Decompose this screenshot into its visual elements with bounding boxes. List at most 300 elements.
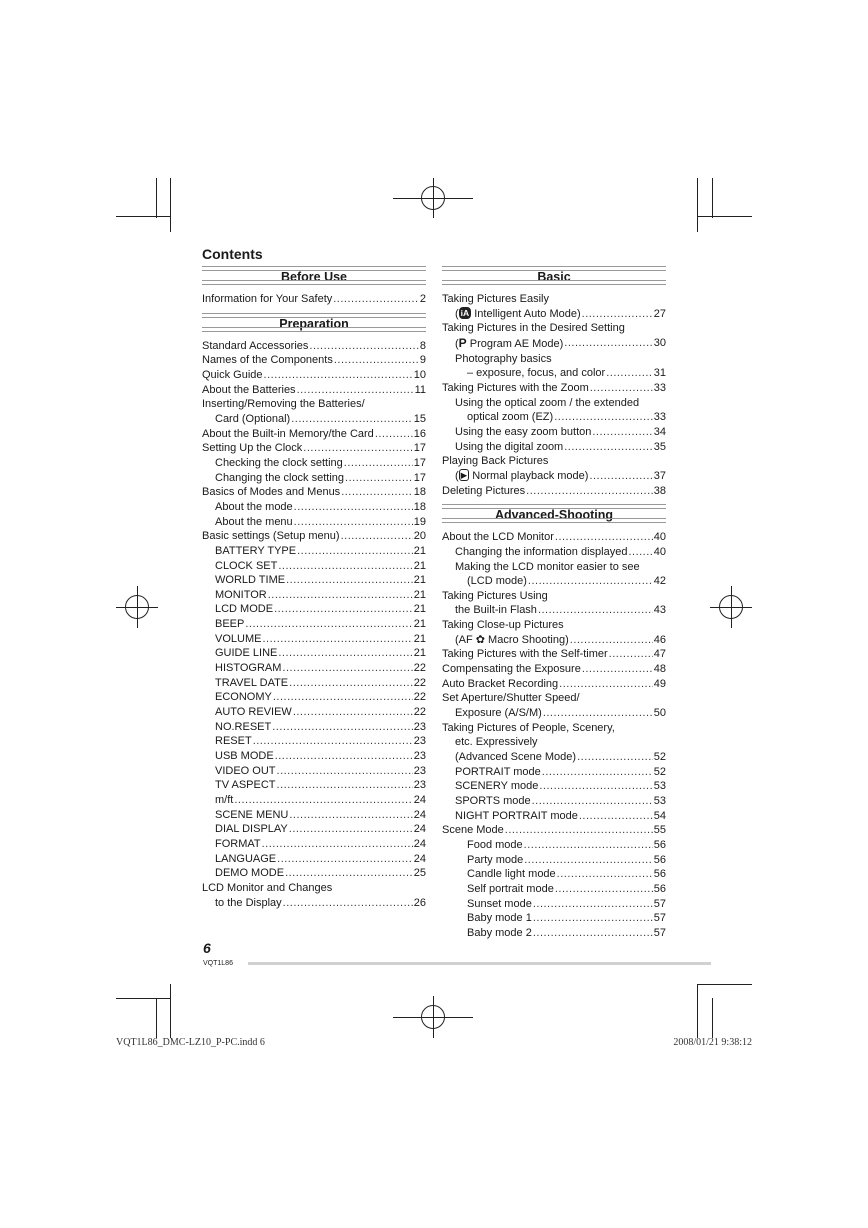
toc-entry[interactable]: [202, 676, 426, 691]
toc-entry[interactable]: [442, 794, 666, 809]
toc-entry-text: About the Batteries: [202, 383, 296, 396]
toc-entry-title: [455, 765, 541, 780]
toc-entry-title: [202, 881, 332, 896]
toc-entry[interactable]: [202, 368, 426, 383]
toc-entry-text: HISTOGRAM: [215, 662, 282, 675]
dot-leader: [590, 381, 653, 396]
toc-entry[interactable]: [202, 690, 426, 705]
page-title: Contents: [202, 246, 263, 262]
toc-entry-page: 23: [413, 735, 426, 748]
dot-leader: [533, 897, 653, 912]
toc-entry[interactable]: [202, 485, 426, 500]
toc-entry[interactable]: [442, 838, 666, 853]
toc-entry-page: 34: [653, 425, 666, 438]
toc-entry-text: Changing the clock setting: [215, 471, 345, 484]
toc-entry-page: 30: [653, 336, 666, 349]
toc-entry[interactable]: [202, 632, 426, 647]
toc-entry[interactable]: [442, 721, 666, 736]
toc-entry-text: TRAVEL DATE: [215, 676, 289, 689]
toc-entry[interactable]: [442, 882, 666, 897]
toc-entry[interactable]: [202, 822, 426, 837]
toc-entry-text: Standard Accessories: [202, 339, 309, 352]
toc-entry-title: [455, 809, 578, 824]
toc-entry[interactable]: [442, 336, 666, 352]
toc-entry[interactable]: [202, 383, 426, 398]
toc-entry-page: 23: [413, 750, 426, 763]
toc-entry-page: 46: [653, 633, 666, 646]
toc-entry-text: AUTO REVIEW: [215, 706, 292, 719]
toc-entry-page: 49: [653, 677, 666, 690]
toc-entry-text: Sunset mode: [467, 897, 532, 910]
toc-entry-page: 20: [413, 530, 426, 543]
toc-entry-text: VOLUME: [215, 632, 262, 645]
toc-entry-page: 57: [653, 912, 666, 925]
toc-entry-text: Intelligent Auto Mode): [471, 307, 581, 320]
dot-leader: [245, 617, 412, 632]
dot-leader: [589, 469, 652, 484]
toc-entry[interactable]: [202, 646, 426, 661]
toc-entry[interactable]: [442, 574, 666, 589]
toc-entry[interactable]: [442, 823, 666, 838]
toc-entry-text: LCD MODE: [215, 603, 274, 616]
dot-leader: [297, 544, 413, 559]
toc-entry-page: 52: [653, 765, 666, 778]
toc-entry-text: Party mode: [467, 853, 524, 866]
toc-entry-page: 24: [413, 808, 426, 821]
toc-entry-text: Using the optical zoom / the extended: [455, 396, 640, 409]
toc-entry[interactable]: [442, 545, 666, 560]
dot-leader: [286, 573, 413, 588]
toc-entry[interactable]: [202, 456, 426, 471]
toc-entry-text: Deleting Pictures: [442, 484, 526, 497]
toc-entry-title: [215, 690, 272, 705]
toc-entry-title: [215, 749, 274, 764]
toc-entry-page: 52: [653, 751, 666, 764]
toc-entry-title: [202, 339, 308, 354]
toc-entry-title: [215, 764, 276, 779]
toc-entry[interactable]: [442, 867, 666, 882]
dot-leader: [524, 838, 653, 853]
dot-leader: [277, 778, 413, 793]
toc-entry[interactable]: [202, 837, 426, 852]
toc-entry-page: 40: [653, 545, 666, 558]
toc-entry-title: [467, 366, 605, 381]
toc-entry-text: etc. Expressively: [455, 736, 538, 749]
toc-entry-text: Auto Bracket Recording: [442, 677, 559, 690]
toc-entry[interactable]: [442, 911, 666, 926]
dot-leader: [532, 794, 653, 809]
toc-entry-title: [202, 397, 365, 412]
toc-entry-page: 22: [413, 676, 426, 689]
toc-entry-title: [455, 706, 542, 721]
dot-leader: [273, 690, 413, 705]
toc-entry-text: MONITOR: [215, 588, 267, 601]
toc-entry[interactable]: [442, 765, 666, 780]
toc-entry-page: 48: [653, 663, 666, 676]
toc-entry[interactable]: [442, 926, 666, 941]
toc-entry[interactable]: [202, 412, 426, 427]
toc-entry[interactable]: [202, 852, 426, 867]
toc-entry[interactable]: [442, 779, 666, 794]
toc-entry-page: 40: [653, 531, 666, 544]
dot-leader: [272, 720, 413, 735]
playback-icon: ▶: [460, 469, 468, 480]
toc-entry[interactable]: [202, 292, 426, 307]
toc-entry[interactable]: [202, 793, 426, 808]
toc-entry-page: 54: [653, 809, 666, 822]
dot-leader: [294, 515, 413, 530]
registration-circle: [125, 595, 149, 619]
toc-entry-title: [455, 750, 576, 765]
toc-entry-page: 18: [413, 500, 426, 513]
toc-entry[interactable]: [202, 471, 426, 486]
dot-leader: [609, 647, 653, 662]
toc-entry-text: About the Built-in Memory/the Card: [202, 427, 374, 440]
toc-entry-text: Taking Pictures of People, Scenery,: [442, 721, 615, 734]
toc-entry-title: [467, 574, 527, 589]
toc-entry-title: [442, 321, 625, 336]
toc-entry-page: 18: [413, 486, 426, 499]
crop-mark: [116, 998, 171, 999]
toc-entry-text: DEMO MODE: [215, 867, 285, 880]
toc-entry[interactable]: [442, 706, 666, 721]
toc-entry-page: 25: [413, 867, 426, 880]
toc-entry[interactable]: [202, 441, 426, 456]
toc-entry[interactable]: [202, 866, 426, 881]
toc-entry[interactable]: [442, 381, 666, 396]
toc-entry-page: 21: [413, 647, 426, 660]
toc-entry-title: [442, 647, 608, 662]
toc-entry-title: [215, 588, 267, 603]
toc-entry-page: 24: [413, 794, 426, 806]
section-heading: [202, 266, 426, 285]
toc-entry-text: VIDEO OUT: [215, 764, 276, 777]
toc-entry-page: 37: [653, 469, 666, 482]
toc-entry-title: [215, 573, 285, 588]
toc-entry-text: Names of the Components: [202, 354, 333, 367]
toc-entry[interactable]: [202, 529, 426, 544]
toc-entry-page: 27: [653, 307, 666, 320]
dot-leader: [341, 485, 413, 500]
toc-entry[interactable]: [202, 353, 426, 368]
toc-entry-page: 47: [653, 648, 666, 661]
toc-entry-title: [215, 646, 277, 661]
toc-entry-page: 57: [653, 926, 666, 939]
toc-entry[interactable]: [442, 589, 666, 604]
toc-entry-title: [215, 661, 281, 676]
toc-entry-page: 2: [419, 293, 426, 305]
toc-entry[interactable]: [202, 661, 426, 676]
document-code: VQT1L86: [203, 960, 233, 967]
dot-leader: [333, 292, 419, 307]
dot-leader: [291, 412, 413, 427]
toc-entry-title: [202, 292, 332, 307]
toc-entry-page: 9: [419, 354, 426, 367]
toc-entry-text: Baby mode 1: [467, 912, 532, 925]
toc-entry[interactable]: [442, 809, 666, 824]
toc-entry-text: Set Aperture/Shutter Speed/: [442, 692, 580, 705]
toc-entry-text: m/ft: [215, 794, 234, 806]
toc-entry-page: 56: [653, 853, 666, 866]
dot-leader: [555, 882, 653, 897]
crop-mark: [156, 178, 157, 218]
toc-entry-title: [467, 410, 553, 425]
dot-leader: [277, 852, 413, 867]
toc-entry-text: Food mode: [467, 838, 523, 851]
toc-entry-text: SPORTS mode: [455, 795, 531, 807]
toc-entry-title: [215, 471, 344, 486]
crop-mark: [170, 984, 171, 1038]
toc-entry-text: DIAL DISPLAY: [215, 823, 288, 836]
toc-entry-title: [455, 633, 569, 648]
crop-mark: [697, 178, 698, 232]
toc-entry-title: [455, 794, 531, 809]
toc-entry[interactable]: [202, 500, 426, 515]
dot-leader: [505, 823, 653, 838]
toc-entry[interactable]: [442, 307, 666, 322]
toc-entry[interactable]: [202, 559, 426, 574]
toc-entry[interactable]: [202, 764, 426, 779]
toc-entry-text: LANGUAGE: [215, 852, 277, 865]
toc-entry-page: 53: [653, 795, 666, 807]
registration-circle: [421, 186, 445, 210]
dot-leader: [579, 809, 653, 824]
toc-entry-text: Taking Pictures in the Desired Setting: [442, 322, 625, 335]
dot-leader: [533, 911, 653, 926]
toc-entry-title: [215, 808, 288, 823]
dot-leader: [628, 545, 652, 560]
toc-entry[interactable]: [442, 633, 666, 648]
section-heading: [442, 504, 666, 523]
dot-leader: [268, 588, 413, 603]
toc-entry-title: [442, 381, 589, 396]
toc-entry-page: 31: [653, 367, 666, 380]
toc-entry-title: [455, 440, 563, 455]
toc-entry-page: 24: [413, 837, 426, 850]
toc-entry[interactable]: [442, 440, 666, 455]
toc-entry-text: Candle light mode: [467, 868, 556, 881]
dot-leader: [375, 427, 413, 442]
intelligent-auto-icon: iA: [460, 307, 470, 318]
toc-entry[interactable]: [442, 691, 666, 706]
toc-entry[interactable]: [202, 427, 426, 442]
toc-entry-text: FORMAT: [215, 837, 261, 850]
toc-entry[interactable]: [202, 734, 426, 749]
toc-entry-title: [215, 852, 276, 867]
toc-entry[interactable]: [442, 321, 666, 336]
toc-entry-title: [442, 823, 504, 838]
toc-entry[interactable]: [202, 720, 426, 735]
toc-entry[interactable]: [442, 603, 666, 618]
toc-entry[interactable]: [442, 425, 666, 440]
toc-entry-page: 23: [413, 779, 426, 792]
toc-entry-title: [215, 734, 252, 749]
toc-entry-title: [442, 618, 564, 633]
crop-mark: [712, 998, 713, 1038]
toc-entry[interactable]: [442, 560, 666, 575]
dot-leader: [278, 559, 412, 574]
toc-entry-title: [442, 677, 558, 692]
toc-entry-title: [215, 896, 282, 911]
dot-leader: [262, 837, 413, 852]
toc-entry[interactable]: [202, 881, 426, 896]
toc-entry-title: [467, 867, 556, 882]
toc-entry-title: [215, 822, 288, 837]
toc-entry-page: 55: [653, 824, 666, 837]
toc-entry-page: 21: [413, 574, 426, 587]
toc-entry-title: [455, 469, 588, 484]
toc-entry[interactable]: [442, 484, 666, 499]
toc-entry[interactable]: [442, 735, 666, 750]
toc-entry[interactable]: [202, 339, 426, 354]
dot-leader: [283, 896, 413, 911]
toc-entry-title: [215, 866, 284, 881]
toc-entry[interactable]: [442, 410, 666, 425]
toc-entry-page: 23: [413, 764, 426, 777]
toc-entry[interactable]: [442, 352, 666, 367]
program-ae-icon: P: [458, 335, 467, 350]
toc-entry[interactable]: [202, 749, 426, 764]
toc-entry-title: [455, 560, 640, 575]
toc-entry-text: Basic settings (Setup menu): [202, 530, 340, 543]
dot-leader: [341, 529, 413, 544]
crop-mark: [712, 178, 713, 218]
toc-entry-title: [202, 441, 302, 456]
toc-entry-title: [215, 500, 293, 515]
toc-entry-text: WORLD TIME: [215, 574, 286, 587]
toc-entry-text: Taking Pictures with the Zoom: [442, 381, 589, 394]
toc-entry[interactable]: [442, 469, 666, 484]
toc-entry-title: [215, 837, 261, 852]
toc-entry-text: Checking the clock setting: [215, 456, 343, 469]
toc-entry[interactable]: [202, 778, 426, 793]
toc-entry-title: [455, 336, 563, 352]
toc-entry-title: [455, 603, 537, 618]
toc-entry[interactable]: [202, 705, 426, 720]
toc-entry-title: [215, 456, 343, 471]
toc-entry[interactable]: [202, 573, 426, 588]
toc-entry-text: Information for Your Safety: [202, 293, 333, 305]
toc-entry-title: [455, 396, 639, 411]
toc-entry-title: [442, 662, 581, 677]
toc-entry-title: [215, 515, 293, 530]
toc-entry[interactable]: [442, 454, 666, 469]
toc-entry-title: [202, 353, 333, 368]
dot-leader: [592, 425, 652, 440]
toc-entry-text: Quick Guide: [202, 368, 263, 381]
toc-entry-text: Taking Pictures Easily: [442, 293, 549, 305]
toc-entry[interactable]: [442, 366, 666, 381]
toc-entry-page: 56: [653, 838, 666, 851]
toc-entry-text: About the LCD Monitor: [442, 531, 554, 544]
toc-entry-text: LCD Monitor and Changes: [202, 881, 333, 894]
crop-mark: [697, 216, 752, 217]
toc-entry-text: Program AE Mode): [466, 337, 564, 350]
toc-entry[interactable]: [442, 853, 666, 868]
toc-entry-text: Scene Mode: [442, 824, 504, 837]
toc-entry-text: Taking Pictures with the Self-timer: [442, 648, 608, 661]
toc-entry[interactable]: [202, 544, 426, 559]
crop-mark: [697, 984, 752, 985]
toc-entry-text: the Built-in Flash: [455, 604, 537, 617]
toc-entry-title: [215, 544, 296, 559]
toc-entry-title: [215, 778, 276, 793]
crop-mark: [116, 216, 171, 217]
toc-entry[interactable]: [202, 602, 426, 617]
dot-leader: [297, 383, 414, 398]
dot-leader: [274, 602, 413, 617]
section-heading-label: Advanced-Shooting: [494, 508, 614, 523]
toc-entry[interactable]: [442, 647, 666, 662]
toc-entry-prefix: (: [455, 307, 459, 320]
toc-entry-page: 53: [653, 780, 666, 793]
toc-entry-page: 24: [413, 823, 426, 836]
toc-entry-text: BATTERY TYPE: [215, 544, 297, 557]
toc-entry-text: (Advanced Scene Mode): [455, 751, 577, 764]
toc-entry-text: Taking Pictures Using: [442, 589, 548, 602]
toc-entry-text: Using the easy zoom button: [455, 425, 592, 438]
toc-entry[interactable]: [442, 897, 666, 912]
toc-entry-title: [467, 853, 523, 868]
toc-entry-title: [442, 721, 615, 736]
toc-entry-page: 22: [413, 691, 426, 704]
dot-leader: [275, 749, 413, 764]
toc-entry-page: 50: [653, 707, 666, 720]
dot-leader: [554, 410, 653, 425]
toc-entry-text: Playing Back Pictures: [442, 455, 549, 468]
dot-leader: [526, 484, 653, 499]
toc-entry-page: 8: [419, 339, 426, 352]
toc-entry[interactable]: [202, 588, 426, 603]
toc-entry-title: [455, 779, 538, 794]
dot-leader: [543, 706, 653, 721]
toc-entry[interactable]: [442, 677, 666, 692]
toc-entry[interactable]: [202, 515, 426, 530]
dot-leader: [277, 764, 413, 779]
toc-entry-page: 19: [413, 515, 426, 528]
toc-entry[interactable]: [202, 397, 426, 412]
toc-entry-text: – exposure, focus, and color: [467, 367, 606, 380]
toc-entry-text: RESET: [215, 735, 252, 748]
toc-entry-title: [467, 838, 523, 853]
toc-entry-page: 38: [653, 484, 666, 497]
dot-leader: [570, 633, 653, 648]
toc-entry[interactable]: [442, 618, 666, 633]
toc-entry-title: [455, 735, 538, 750]
toc-entry-page: 56: [653, 868, 666, 881]
toc-entry[interactable]: [202, 896, 426, 911]
toc-entry[interactable]: [442, 530, 666, 545]
toc-entry[interactable]: [442, 662, 666, 677]
toc-entry-text: About the menu: [215, 515, 293, 528]
toc-entry-text: Making the LCD monitor easier to see: [455, 560, 640, 573]
dot-leader: [345, 471, 413, 486]
toc-entry-title: [442, 454, 548, 469]
crop-mark: [156, 998, 157, 1038]
toc-entry[interactable]: [442, 750, 666, 765]
dot-leader: [524, 853, 653, 868]
toc-entry-page: 42: [653, 575, 666, 588]
toc-entry[interactable]: [442, 396, 666, 411]
toc-entry-title: [455, 307, 581, 322]
toc-entry-title: [442, 292, 549, 307]
toc-entry-page: 56: [653, 882, 666, 895]
toc-entry[interactable]: [442, 292, 666, 307]
toc-entry[interactable]: [202, 808, 426, 823]
toc-entry[interactable]: [202, 617, 426, 632]
toc-entry-text: USB MODE: [215, 750, 274, 763]
section-heading-label: Before Use: [281, 270, 347, 284]
